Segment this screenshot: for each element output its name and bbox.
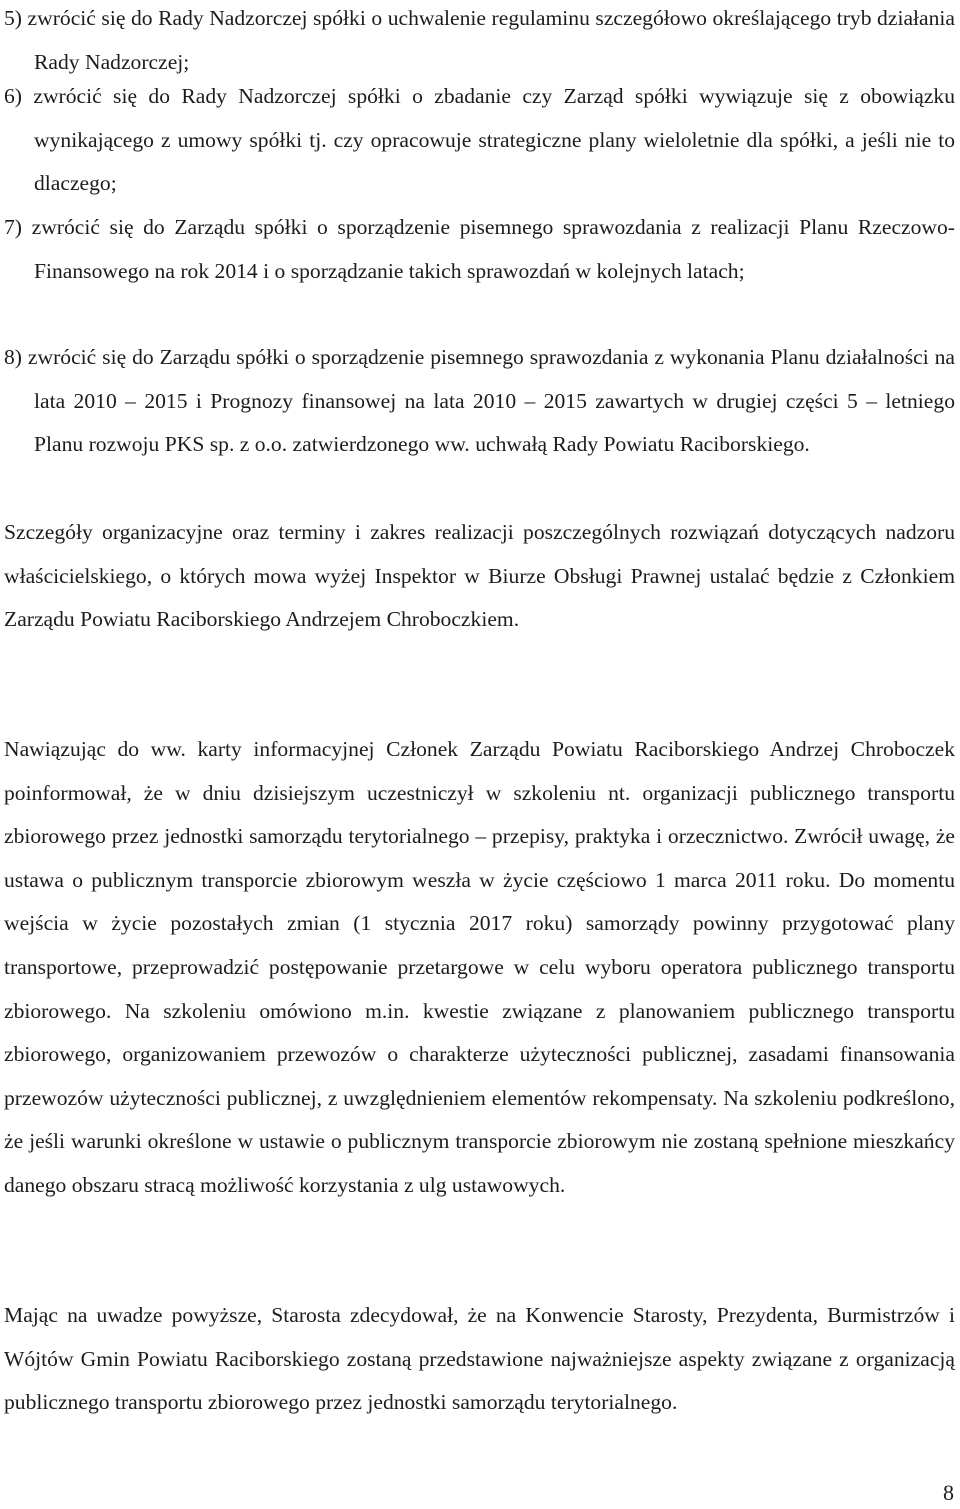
list-item-6-number: 6) bbox=[4, 84, 22, 108]
list-item-8-text: 8) zwrócić się do Zarządu spółki o sporządzenie pisemnego sprawozdania z wykonania Planu działalności na lata 2010 – 2015 i Prognozy finansowej na lata 2010 – 2015 zawartych w drugiej części 5 – letniego Planu rozwoju PKS sp. z o.o. zatwierdzonego ww. uchwałą Rady Powiatu Raciborskiego. bbox=[4, 345, 955, 457]
page-number: 8 bbox=[943, 1480, 954, 1505]
list-item-6-text: 6) zwrócić się do Rady Nadzorczej spółki o zbadanie czy Zarząd spółki wywiązuje się z obowiązku wynikającego z umowy spółki tj. czy opracowuje strategiczne plany wieloletnie dla spółki, a jeśli nie to dlaczego; bbox=[4, 84, 955, 196]
paragraph-konwent: Mając na uwadze powyższe, Starosta zdecydował, że na Konwencie Starosty, Prezydenta, Burmistrzów i Wójtów Gmin Powiatu Raciborskiego zostaną przedstawione najważniejsze aspekty związane z organizacją publicznego transportu zbiorowego przez jednostki samorządu terytorialnego. bbox=[4, 1303, 955, 1415]
paragraph-nadzor: Szczegóły organizacyjne oraz terminy i zakres realizacji poszczególnych rozwiązań dotyczących nadzoru właścicielskiego, o których mowa wyżej Inspektor w Biurze Obsługi Prawnej ustalać będzie z Członkiem Zarządu Powiatu Raciborskiego Andrzejem Chroboczkiem. bbox=[4, 520, 955, 632]
list-item-5 bbox=[4, 0, 955, 84]
list-item-5-text: 5) zwrócić się do Rady Nadzorczej spółki o uchwalenie regulaminu szczegółowo określającego tryb działania Rady Nadzorczej; bbox=[4, 6, 955, 74]
paragraph-szkolenie: Nawiązując do ww. karty informacyjnej Członek Zarządu Powiatu Raciborskiego Andrzej Chroboczek poinformował, że w dniu dzisiejszym uczestniczył w szkoleniu nt. organizacji publicznego transportu zbiorowego przez jednostki samorządu terytorialnego – przepisy, praktyka i orzecznictwo. Zwrócił uwagę, że ustawa o publicznym transporcie zbiorowym weszła w życie częściowo 1 marca 2011 roku. Do momentu wejścia w życie pozostałych zmian (1 stycznia 2017 roku) samorządy powinny przygotować plany transportowe, przeprowadzić postępowanie przetargowe w celu wyboru operatora publicznego transportu zbiorowego. Na szkoleniu omówiono m.in. kwestie związane z planowaniem publicznego transportu zbiorowego, organizowaniem przewozów o charakterze użyteczności publicznej, zasadami finansowania przewozów użyteczności publicznej, z uwzględnieniem elementów rekompensaty. Na szkoleniu podkreślono, że jeśli warunki określone w ustawie o publicznym transporcie zbiorowym nie zostaną spełnione mieszkańcy danego obszaru stracą możliwość korzystania z ulg ustawowych. bbox=[4, 737, 955, 1197]
list-item-8 bbox=[4, 336, 955, 467]
list-item-6 bbox=[4, 75, 955, 206]
list-item-7 bbox=[4, 206, 955, 293]
list-item-5-number: 5) bbox=[4, 6, 22, 30]
list-item-7-number: 7) bbox=[4, 215, 22, 239]
list-item-7-text: 7) zwrócić się do Zarządu spółki o sporządzenie pisemnego sprawozdania z realizacji Planu Rzeczowo-Finansowego na rok 2014 i o sporządzanie takich sprawozdań w kolejnych latach; bbox=[4, 215, 955, 283]
list-item-8-number: 8) bbox=[4, 345, 22, 369]
